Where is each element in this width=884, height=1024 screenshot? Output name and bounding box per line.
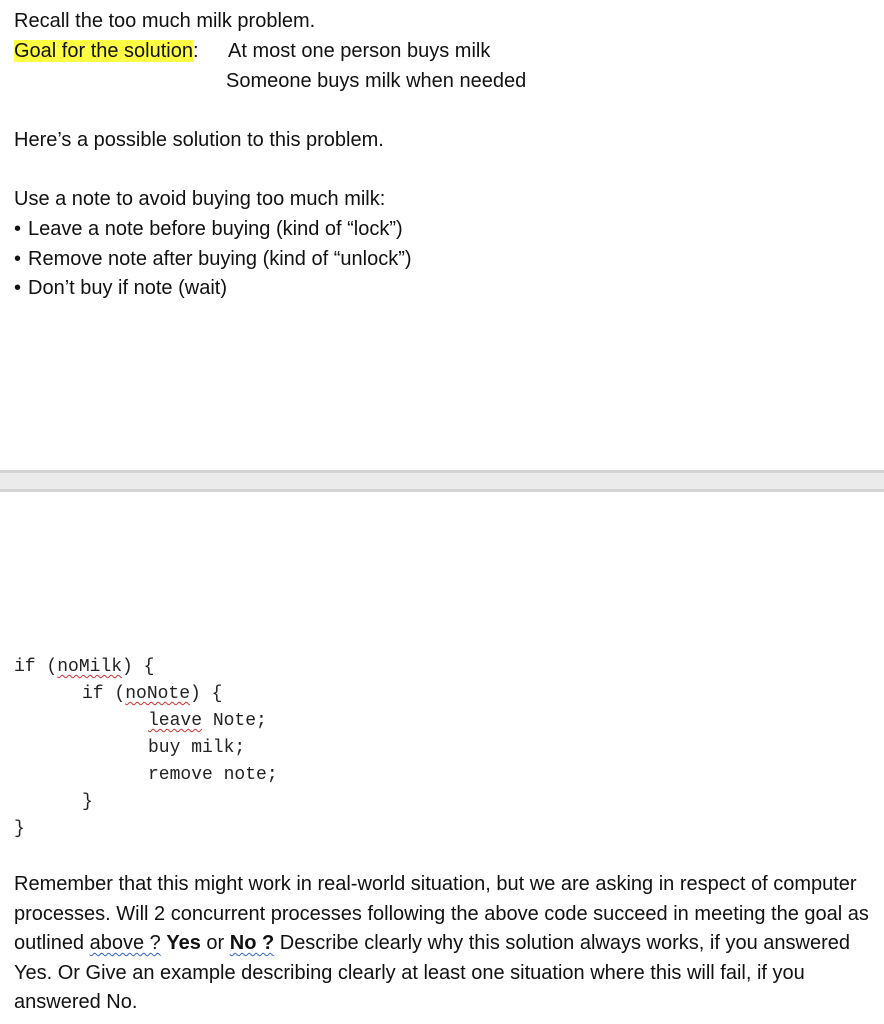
recall-line: Recall the too much milk problem. [14, 10, 316, 32]
code-line-leave: leave Note; [148, 711, 267, 731]
goal-line: Goal for the solution: [14, 40, 199, 62]
bullet-icon: • [14, 248, 22, 270]
code-close-inner: } [82, 792, 93, 812]
code-line-inner-if: if (noNote) { [82, 684, 223, 704]
bullet-icon: • [14, 218, 22, 240]
goal-item-1: At most one person buys milk [228, 40, 491, 62]
goal-item-2: Someone buys milk when needed [226, 70, 527, 92]
question-paragraph: Remember that this might work in real-world situation, but we are asking in respect of computer processes. Will 2 concurrent processes following the above code succeed in meeting the goal as outlined above ? Yes or No ? Describe clearly why this solution always works, if you answered Yes. Or Give an example describing clearly at least one situation where this will fail, if you answered No. [14, 873, 869, 1013]
bullet-item: • Don’t buy if note (wait) [14, 273, 227, 303]
goal-label: Goal for the solution [14, 40, 193, 62]
answer-yes: Yes [166, 932, 201, 954]
bullet-item: • Remove note after buying (kind of “unlock”) [14, 244, 412, 274]
code-line-buy: buy milk; [148, 738, 246, 758]
bullet-icon: • [14, 277, 22, 299]
code-line-remove: remove note; [148, 765, 278, 785]
possible-solution-line: Here’s a possible solution to this problem. [14, 129, 384, 151]
answer-no: No ? [229, 932, 275, 954]
page-break-divider [0, 470, 884, 492]
bullet-item: • Leave a note before buying (kind of “lock”) [14, 214, 403, 244]
code-close-outer: } [14, 819, 25, 839]
notes-heading: Use a note to avoid buying too much milk: [14, 188, 386, 210]
code-line-outer-if: if (noMilk) { [14, 657, 155, 677]
